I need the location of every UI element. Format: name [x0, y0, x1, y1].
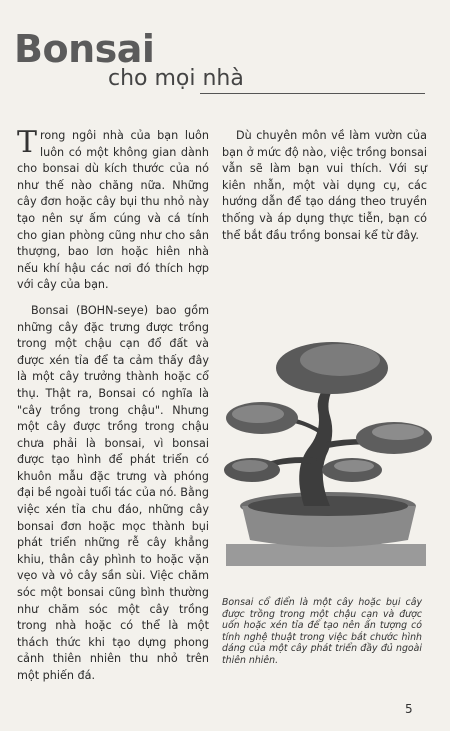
right-column [222, 128, 427, 253]
page-subtitle: cho mọi nhà [108, 66, 244, 91]
tree-trunk [299, 386, 332, 506]
bonsai-photo [222, 318, 434, 580]
encouragement-paragraph: Dù chuyên môn về làm vườn của bạn ở mức độ nào, việc trồng bonsai vẫn sẽ làm bạn vui thích. Với sự kiên nhẫn, một vài dụng cụ, các hướng dẫn để tạo dáng theo truyền thống và áp dụng thực tiễn, bạn có thể bắt đầu trồng bonsai kể từ đây. [222, 129, 427, 242]
page-number: 5 [405, 702, 413, 716]
page-title: Bonsai [14, 27, 155, 71]
photo-caption: Bonsai cổ điển là một cây hoặc bụi cây được trồng trong một chậu cạn và được uốn hoặc xén tỉa để tạo nên ấn tượng có tính nghệ thuật trong việc bắt chước hình dáng của một cây phát triển đầy đủ ngoài thiên nhiên. [222, 597, 422, 666]
photo-base [226, 544, 426, 566]
left-column [17, 125, 209, 694]
intro-paragraph [17, 125, 209, 294]
definition-paragraph: Bonsai (BOHN-seye) bao gồm những cây đặc trưng được trồng trong một chậu cạn đổ đất và được xén tỉa để ta cảm thấy đây là một cây trưởng thành hoặc cổ thụ. Thật ra, Bonsai có nghĩa là "cây trồng trong chậu". Nhưng một cây được trồng trong chậu chưa phải là bonsai, vì bonsai được tạo hình để phát triển có khuôn mẫu đặc trưng và phóng đại bề ngoài tuổi tác của nó. Bằng việc xén tỉa chu đáo, những cây bonsai đơn hoặc mọc thành bụi phát triển những rễ cây khẳng khiu, thân cây phình to hoặc vặn vẹo và vỏ cây sần sùi. Việc chăm sóc một bonsai cũng bình thường như chăm sóc một cây trồng trong nhà hoặc có thể là một thách thức khi tạo dựng phong cảnh thiên nhiên thu nhỏ trên một phiến đá. [17, 303, 209, 682]
intro-paragraph-text: rong ngôi nhà của bạn luôn luôn có một không gian dành cho bonsai dù kích thước của nó như thế nào chăng nữa. Những cây đơn hoặc cây bụi thu nhỏ này tạo nên sự ấm cúng và cá tính cho gian phòng cũng như cho sân thượng, bao lơn hoặc hiên nhà nếu khí hậu các nơi đó thích hợp với cây của bạn. [17, 129, 209, 292]
drop-cap: T [17, 125, 38, 160]
title-underline [200, 93, 425, 94]
